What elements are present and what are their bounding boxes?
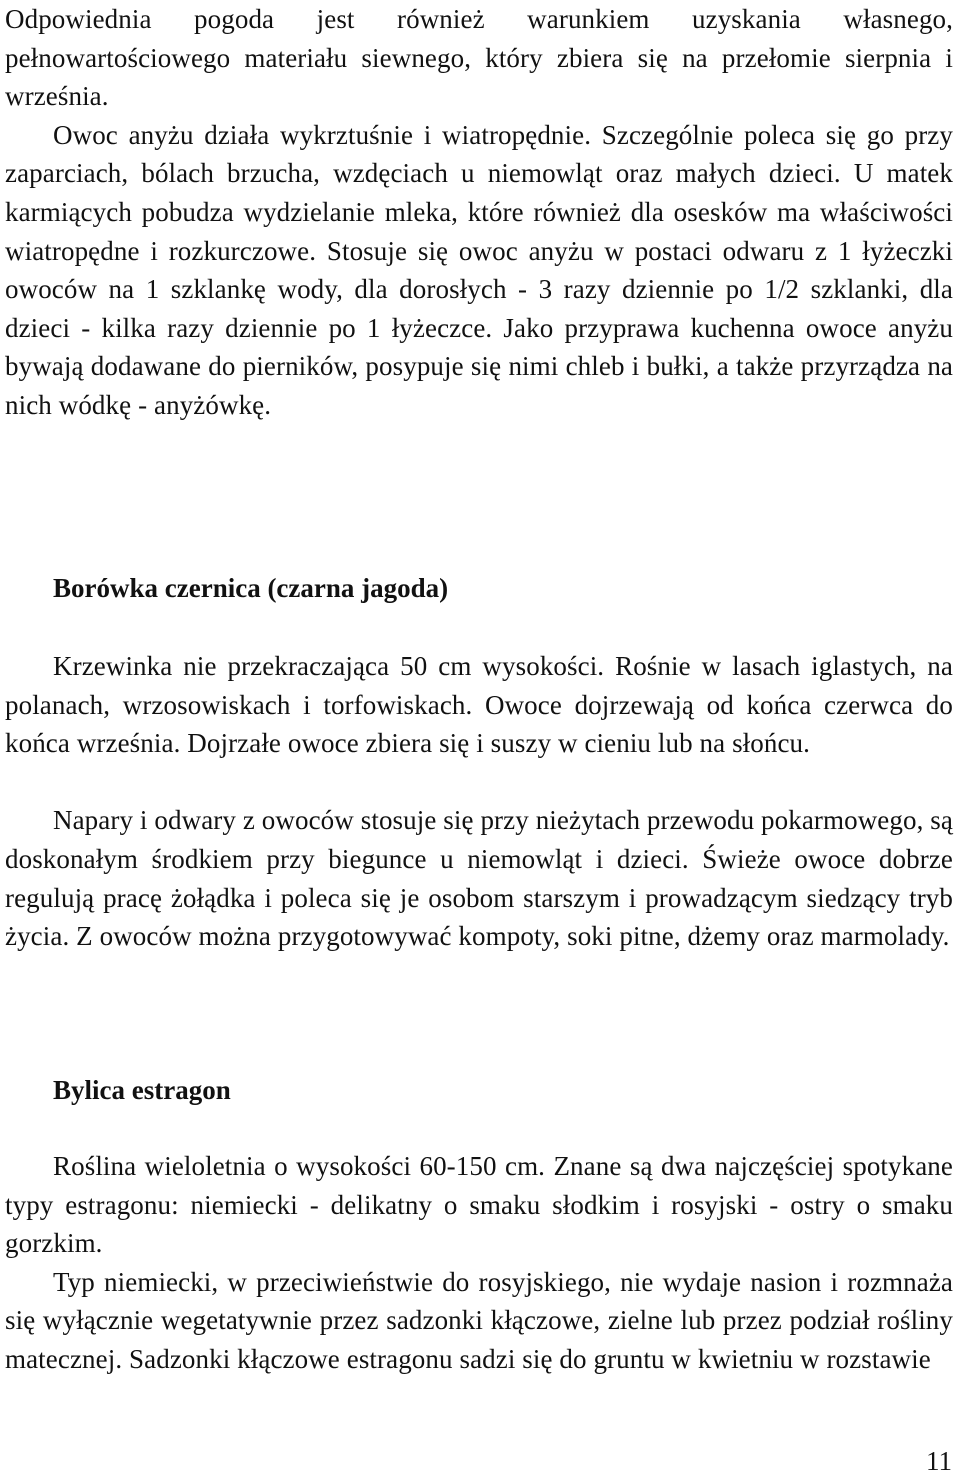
paragraph-bilberry-description: Krzewinka nie przekraczająca 50 cm wysokości. Rośnie w lasach iglastych, na polanach, wrzosowiskach i torfowiskach. Owoce dojrzewają od końca czerwca do końca września. Dojrzałe owoce zbiera się i suszy w cieniu lub na słońcu.: [5, 651, 953, 759]
paragraph-anise-uses: Owoc anyżu działa wykrztuśnie i wiatropędnie. Szczególnie poleca się go przy zaparciach, bólach brzucha, wzdęciach u niemowląt oraz małych dzieci. U matek karmiących pobudza wydzielanie mleka, które również dla osesków ma właściwości wiatropędne i rozkurczowe. Stosuje się owoc anyżu w postaci odwaru z 1 łyżeczki owoców na 1 szklankę wody, dla dorosłych - 3 razy dziennie po 1/2 szklanki, dla dzieci - kilka razy dziennie po 1 łyżeczce. Jako przyprawa kuchenna owoce anyżu bywają dodawane do pierników, posypuje się nimi chleb i bułki, a także przyrządza na nich wódkę - anyżówkę.: [5, 119, 953, 420]
page-number: 11: [926, 1446, 952, 1476]
paragraph-tarragon-description: Roślina wieloletnia o wysokości 60-150 cm. Znane są dwa najczęściej spotykane typy estragonu: niemiecki - delikatny o smaku słodkim i rosyjski - ostry o smaku gorzkim.: [5, 1151, 953, 1259]
paragraph-bilberry-uses: Napary i odwary z owoców stosuje się przy nieżytach przewodu pokarmowego, są doskonałym środkiem przy biegunce u niemowląt i dzieci. Świeże owoce dobrze regulują pracę żołądka i poleca się je osobom starszym i prowadzącym siedzący tryb życia. Z owoców można przygotowywać kompoty, soki pitne, dżemy oraz marmolady.: [5, 805, 953, 952]
paragraph-anise-seed-material: Odpowiednia pogoda jest również warunkiem uzyskania własnego, pełnowartościowego materiału siewnego, który zbiera się na przełomie sierpnia i września.: [5, 4, 953, 112]
paragraph-tarragon-propagation: Typ niemiecki, w przeciwieństwie do rosyjskiego, nie wydaje nasion i rozmnaża się wyłącznie wegetatywnie przez sadzonki kłączowe, zielne lub przez podział rośliny matecznej. Sadzonki kłączowe estragonu sadzi się do gruntu w kwietniu w rozstawie: [5, 1266, 953, 1374]
section-heading-bilberry: Borówka czernica (czarna jagoda): [53, 573, 449, 603]
section-heading-tarragon: Bylica estragon: [53, 1075, 231, 1105]
